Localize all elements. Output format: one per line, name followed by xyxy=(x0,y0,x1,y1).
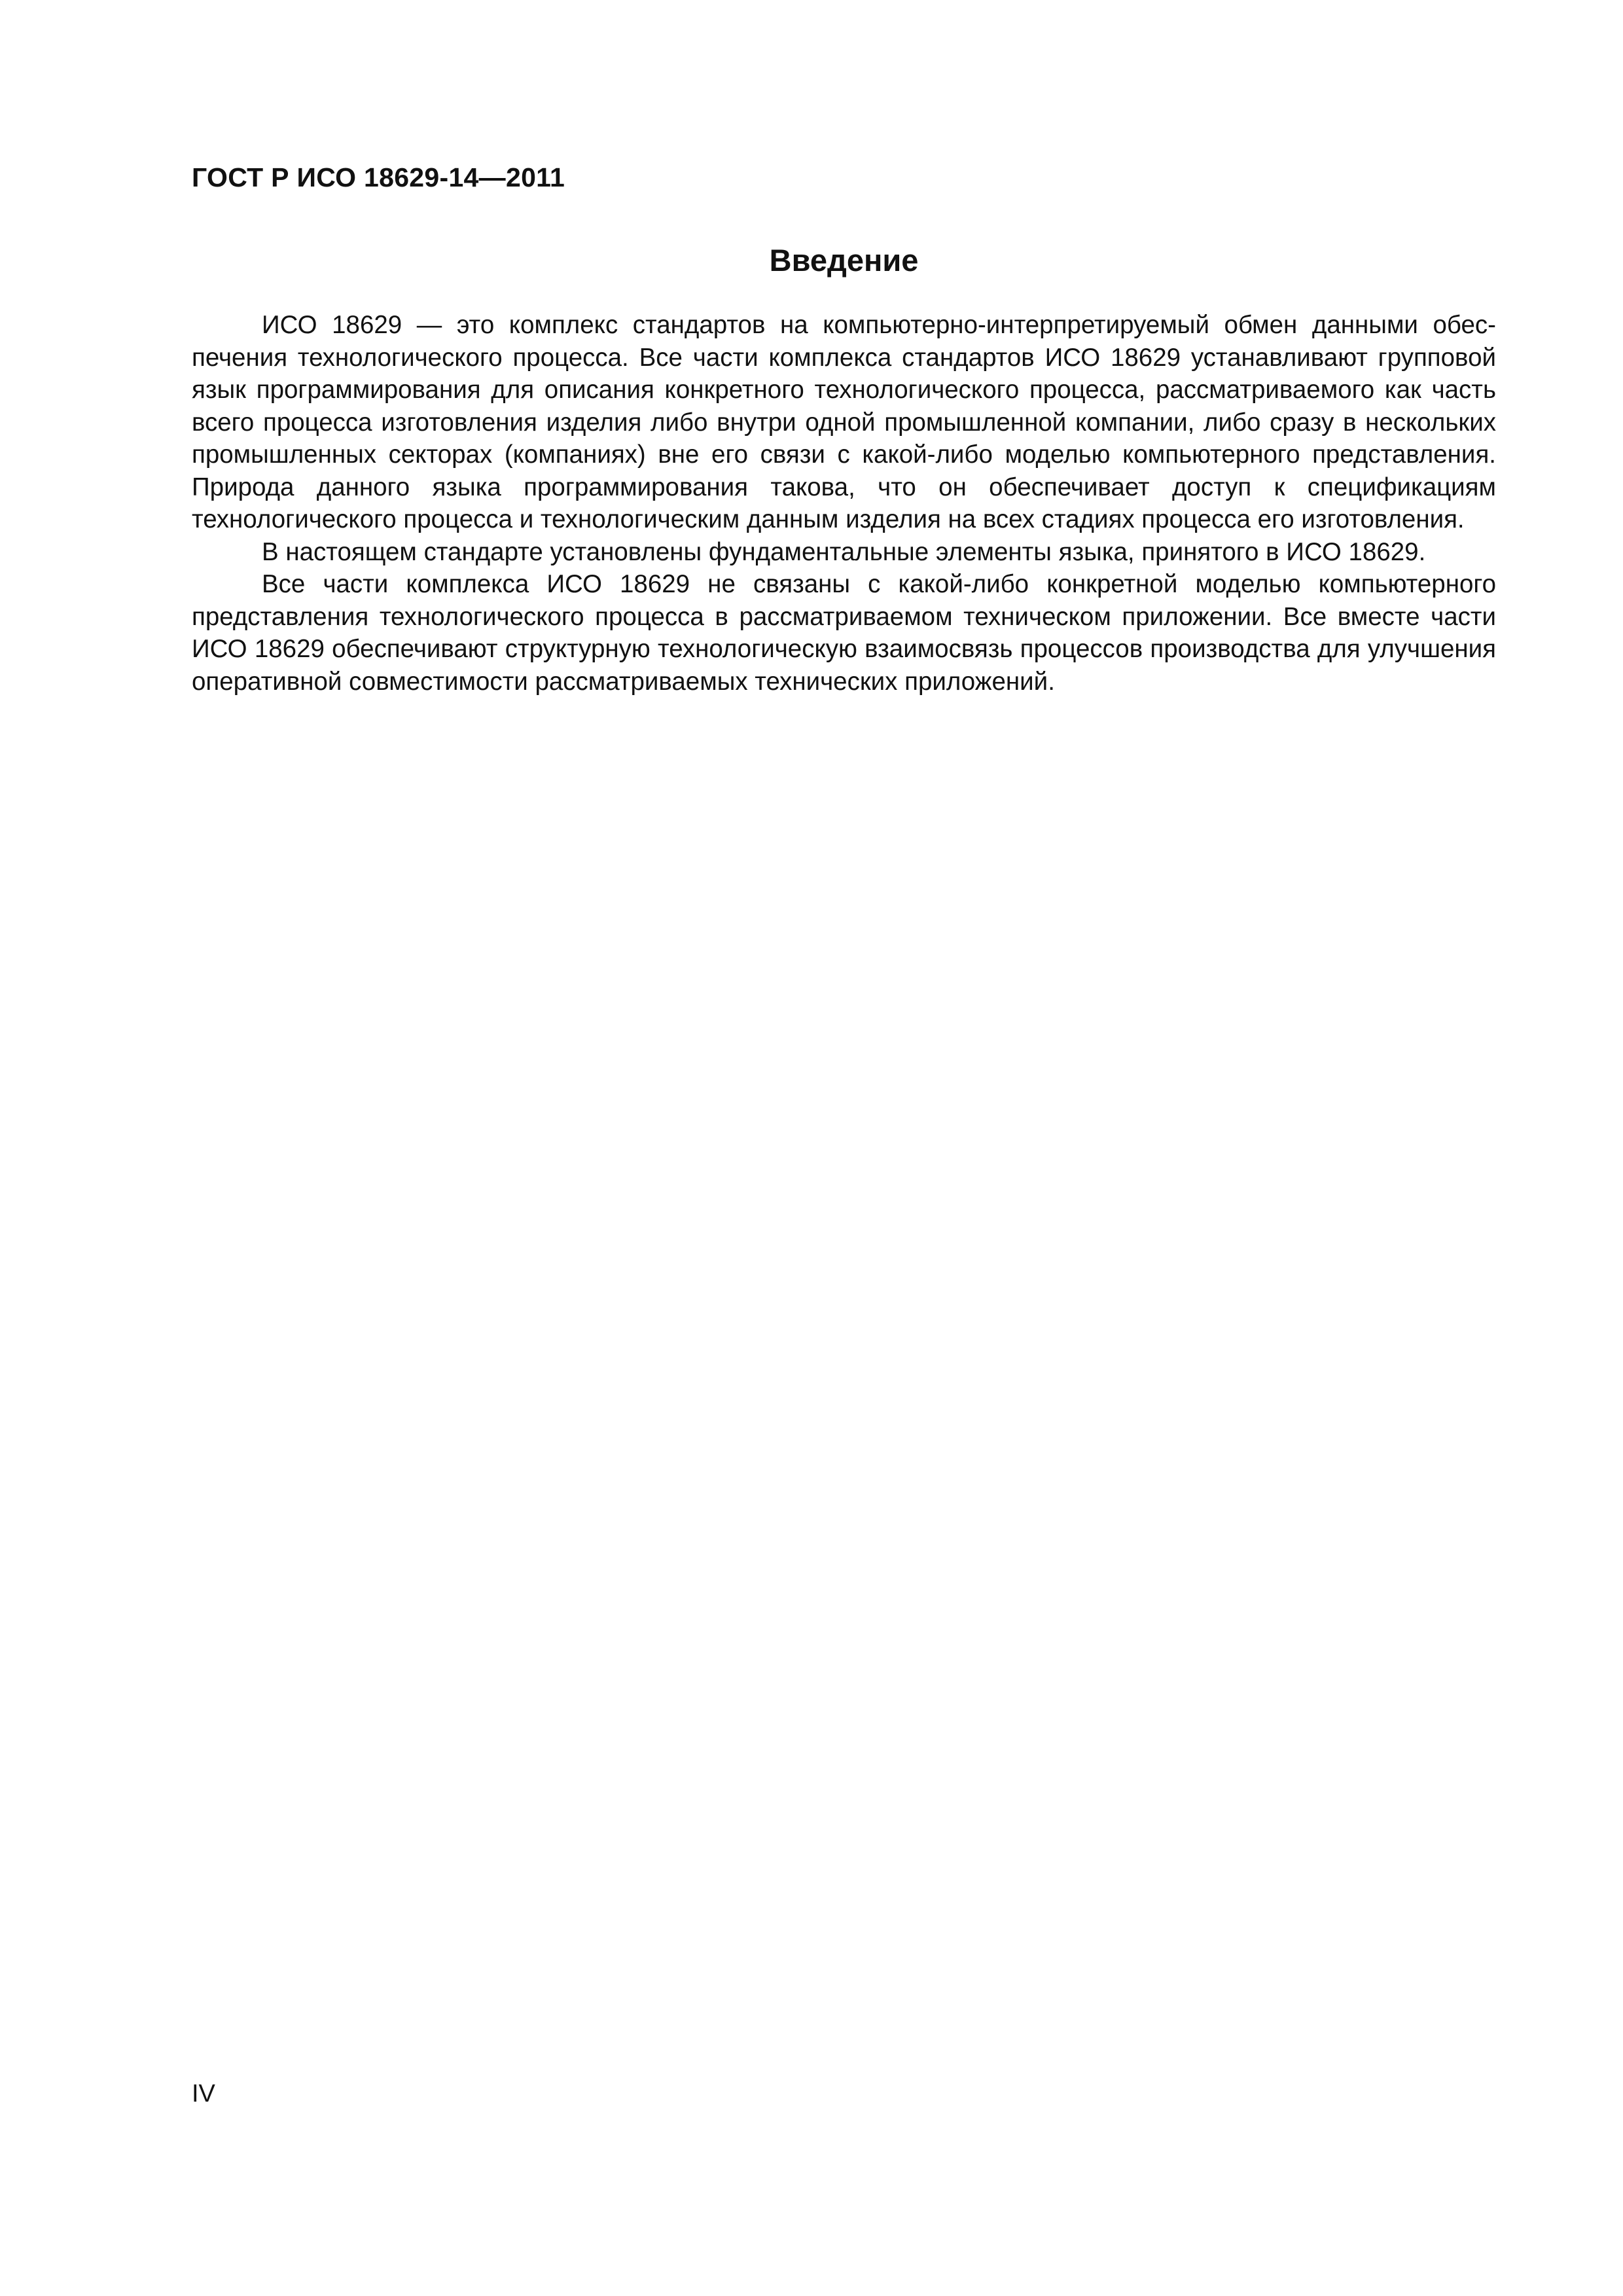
paragraph-3: Все части комплекса ИСО 18629 не связаны с какой-либо конкретной моделью компьютерного представления технологического процесса в рассматриваемом техническом приложении. Все вместе части ИСО 18629 обеспечивают структурную технологическую взаимосвязь процессов производства для улучшения оперативной совместимости рассматриваемых технических приложений. xyxy=(192,570,1496,696)
paragraph-2: В настоящем стандарте установлены фундаментальные элементы языка, принятого в ИСО 18629. xyxy=(262,537,1426,566)
document-code: ГОСТ Р ИСО 18629-14—2011 xyxy=(192,162,565,192)
introduction-body xyxy=(192,309,1496,698)
section-title: Введение xyxy=(769,243,919,278)
page-number: IV xyxy=(192,2080,215,2108)
paragraph-1: ИСО 18629 — это комплекс стандартов на компьютерно-интерпретируемый обмен данными обеспечения технологического процесса. Все части комплекса стандартов ИСО 18629 устанавливают групповой язык программирования для описания конкретного технологического процесса, рассматриваемого как часть всего процесса изготовления изделия либо внутри одной промышленной компании, либо сразу в нескольких промышленных секторах (компаниях) вне его связи с какой-либо моделью компьютерного представления. Природа данного языка программирования такова, что он обеспечивает доступ к спецификациям технологического процесса и технологическим данным изделия на всех стадиях процесса его изготовления. xyxy=(192,311,1496,533)
